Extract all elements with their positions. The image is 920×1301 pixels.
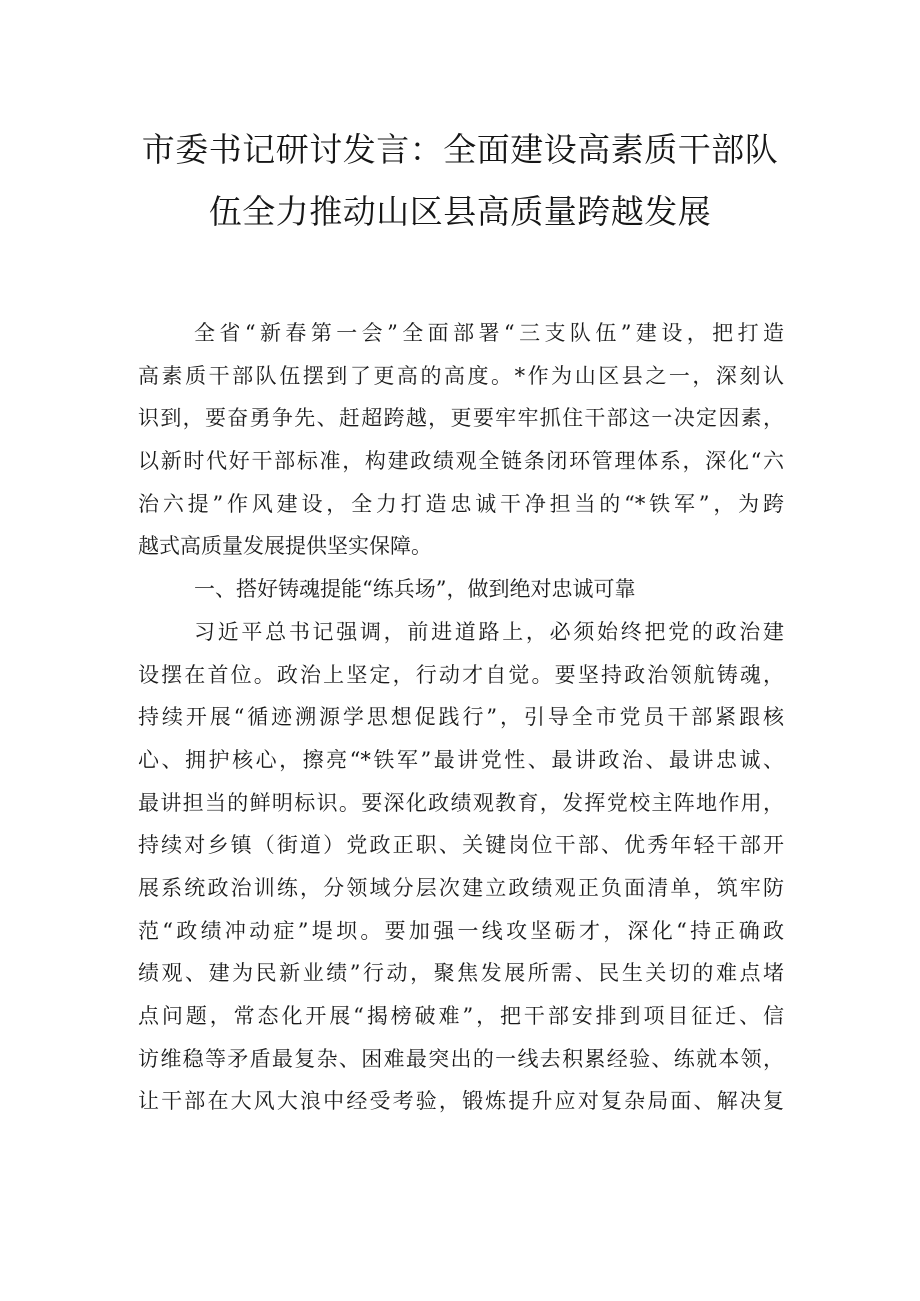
paragraph-line: 展系统政治训练，分领域分层次建立政绩观正负面清单，筑牢防 <box>138 875 784 900</box>
paragraph-line: 最讲担当的鲜明标识。要深化政绩观教育，发挥党校主阵地作用， <box>138 790 784 815</box>
paragraph-line: 习近平总书记强调，前进道路上，必须始终把党的政治建 <box>194 619 784 644</box>
paragraph-line: 高素质干部队伍摆到了更高的高度。*作为山区县之一，深刻认 <box>138 363 784 388</box>
paragraph-line: 让干部在大风大浪中经受考验，锻炼提升应对复杂局面、解决复 <box>138 1089 784 1114</box>
paragraph-line: 持续开展“循迹溯源学思想促践行”，引导全市党员干部紧跟核 <box>138 705 784 730</box>
paragraph-line: 心、拥护核心，擦亮“*铁军”最讲党性、最讲政治、最讲忠诚、 <box>138 747 784 772</box>
document-title-line-1: 市委书记研讨发言：全面建设高素质干部队 <box>141 130 779 169</box>
document-title-line-2: 伍全力推动山区县高质量跨越发展 <box>208 192 712 231</box>
paragraph-line: 治六提”作风建设，全力打造忠诚干净担当的“*铁军”，为跨 <box>138 491 784 516</box>
paragraph-line: 识到，要奋勇争先、赶超跨越，更要牢牢抓住干部这一决定因素， <box>138 406 784 431</box>
paragraph-line: 绩观、建为民新业绩”行动，聚焦发展所需、民生关切的难点堵 <box>138 961 784 986</box>
document-body <box>138 312 784 1123</box>
paragraph-line: 持续对乡镇（街道）党政正职、关键岗位干部、优秀年轻干部开 <box>138 833 784 858</box>
paragraph-line: 以新时代好干部标准，构建政绩观全链条闭环管理体系，深化“六 <box>138 449 784 474</box>
section-heading: 一、搭好铸魂提能“练兵场”，做到绝对忠诚可靠 <box>194 577 636 602</box>
paragraph-line: 范“政绩冲动症”堤坝。要加强一线攻坚砺才，深化“持正确政 <box>138 918 784 943</box>
paragraph-line: 访维稳等矛盾最复杂、困难最突出的一线去积累经验、练就本领， <box>138 1046 784 1071</box>
paragraph-line: 点问题，常态化开展“揭榜破难”，把干部安排到项目征迁、信 <box>138 1004 784 1028</box>
paragraph-line: 设摆在首位。政治上坚定，行动才自觉。要坚持政治领航铸魂， <box>138 662 784 687</box>
paragraph-line: 越式高质量发展提供坚实保障。 <box>138 534 432 559</box>
paragraph-line: 全省“新春第一会”全面部署“三支队伍”建设，把打造 <box>194 321 784 345</box>
